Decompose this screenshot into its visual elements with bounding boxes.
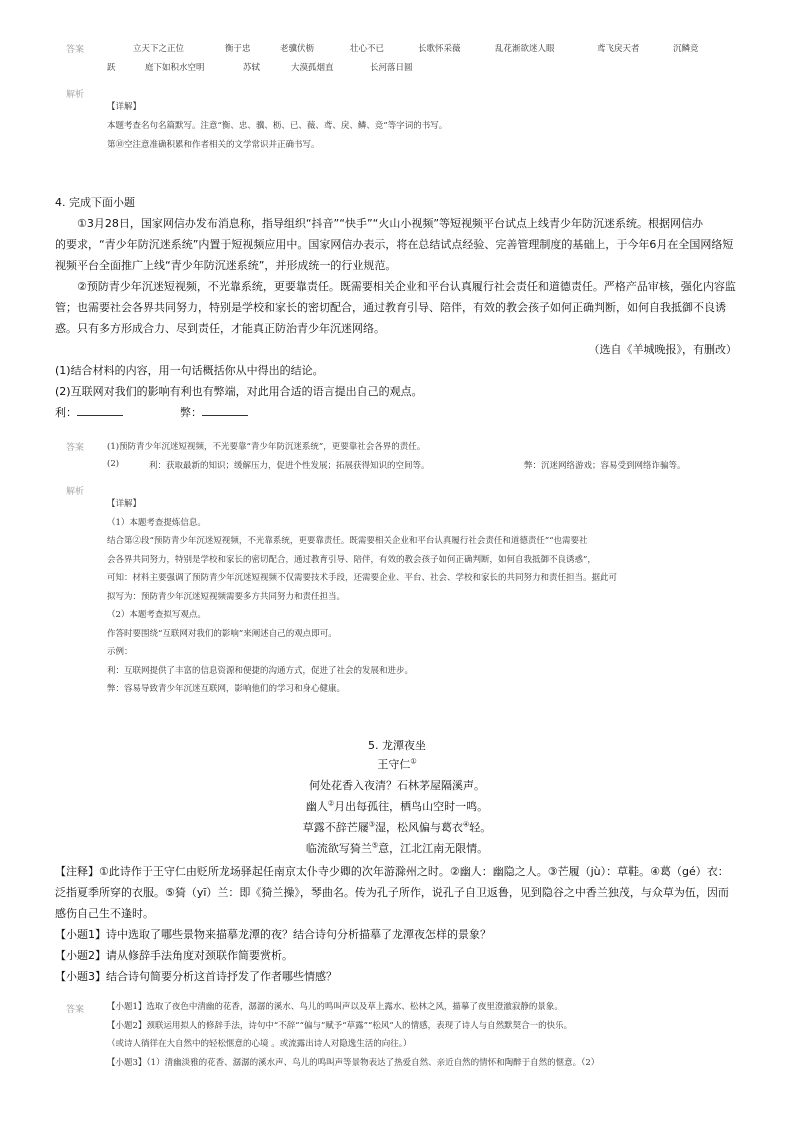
poem-author: 王守仁①	[377, 757, 417, 771]
question-4-sub-2: (2)互联网对我们的影响有利也有弊端，对此用合适的语言提出自己的观点。	[55, 385, 423, 398]
answer-label: 答案	[66, 45, 85, 55]
poem-line-3: 草露不辞芒屦③湿，松风偏与葛衣④轻。	[302, 820, 492, 834]
con-blank[interactable]	[202, 405, 248, 416]
answer-blank: 沉鳞竞	[673, 44, 699, 54]
question-4-analysis	[107, 495, 617, 699]
pro-blank[interactable]	[77, 405, 123, 416]
answer-line: 【小题2】颈联运用拟人的修辞手法，诗句中“不辞”“偏与”赋予“草露”“松风”人的情感，表现了诗人与自然默契合一的快乐。	[107, 1020, 573, 1031]
answer-blank: 长歌怀采薇	[418, 44, 461, 54]
note-line: 【注释】①此诗作于王守仁由贬所龙场驿起任南京太仆寺少卿的次年游滁州之时。②幽人：幽隐之人。③芒履（jù）：草鞋。④葛（gé）衣：	[55, 865, 729, 878]
analysis-line: 示例：	[107, 647, 133, 657]
material-line: ②预防青少年沉迷短视频，不光靠系统，更要靠责任。既需要相关企业和平台认真履行社会责任和道德责任。严格产品审核，强化内容监	[77, 280, 736, 293]
pro-con-blanks	[55, 402, 248, 423]
analysis-label: 解析	[66, 90, 85, 100]
analysis-line: 本题考查名句名篇默写。注意“衡、忠、骥、枥、已、薇、鸢、戾、鳞、竞”等字词的书写。	[107, 121, 448, 131]
note-mark: ⑤	[371, 841, 379, 850]
material-line: 管；也需要社会各界共同努力，特别是学校和家长的密切配合，通过教育引导、陪伴，有效的教会孩子如何正确判断，如何自我抵御不良诱	[55, 301, 726, 314]
question-4-title: 4. 完成下面小题	[55, 196, 135, 209]
material-line: 惑。只有多方形成合力、尽到责任，才能真正防治青少年沉迷网络。	[55, 322, 385, 335]
answer-pro: 利：获取最新的知识；缓解压力，促进个性发展；拓展获得知识的空间等。	[149, 461, 430, 471]
top-analysis	[107, 98, 447, 155]
answer-line: 【小题3】（1）清幽淡雅的花香、潺潺的溪水声、鸟儿的鸣叫声等景物表达了热爱自然、亲近自然的情怀和陶醉于自然的惬意。（2）	[107, 1057, 600, 1068]
poem-line-4: 临流欲写猗兰⑤意，江北江南无限情。	[305, 841, 489, 855]
answer-line: （或诗人徜徉在大自然中的轻松惬意的心境 。或流露出诗人对隐逸生活的向往。）	[107, 1039, 412, 1049]
note-line: 感伤自己生不逢时。	[55, 907, 154, 920]
analysis-line: 结合第②段“预防青少年沉迷短视频，不光靠系统，更要靠责任。既需要相关企业和平台认真履行社会责任和道德责任”“也需要社	[107, 536, 588, 546]
analysis-line: 会各界共同努力，特别是学校和家长的密切配合，通过教育引导、陪伴，有效的教会孩子如何正确判断，如何自我抵御不良诱惑”，	[107, 554, 596, 565]
answer-blank: 苏轼	[243, 63, 261, 73]
poem-title: 5. 龙潭夜坐	[368, 739, 426, 752]
poem-notes	[55, 861, 729, 924]
analysis-line: （2）本题考查拟写观点。	[107, 610, 206, 620]
answer-line-2-number: (2)	[107, 459, 120, 469]
answer-blank: 庭下如积水空明	[145, 63, 205, 73]
question-5-answer	[107, 998, 599, 1072]
pro-label: 利：	[55, 406, 77, 419]
analysis-line: （1）本题考查提炼信息。	[107, 517, 206, 528]
answer-con: 弊：沉迷网络游戏；容易受到网络诈骗等。	[524, 461, 686, 471]
answer-label: 答案	[66, 443, 85, 453]
analysis-line: 第⑩空注意准确积累和作者相关的文学常识并正确书写。	[107, 140, 320, 150]
material-line: 的要求，“青少年防沉迷系统”内置于短视频应用中。国家网信办表示，将在总结试点经验、完善管理制度的基础上，于今年6月在全国网络短	[55, 238, 734, 251]
material-line: ①3月28日，国家网信办发布消息称，指导组织“抖音”“快手”“火山小视频”等短视频平台试点上线青少年防沉迷系统。根据网信办	[77, 217, 704, 230]
con-label: 弊：	[180, 406, 202, 419]
question-5-sub-1: 【小题1】诗中选取了哪些景物来描摹龙潭的夜？结合诗句分析描摹了龙潭夜怎样的景象？	[55, 928, 491, 941]
question-4-material	[55, 213, 745, 339]
answer-blank: 立天下之正位	[133, 44, 185, 54]
analysis-line: 可知：材料主要强调了预防青少年沉迷短视频不仅需要技术手段，还需要企业、平台、社会、学校和家长的共同努力和责任担当。据此可	[107, 573, 618, 583]
analysis-line: 拟写为：预防青少年沉迷短视频需要多方共同努力和责任担当。	[107, 591, 346, 602]
analysis-label: 解析	[66, 487, 85, 497]
question-5-sub-3: 【小题3】结合诗句简要分析这首诗抒发了作者哪些情感？	[55, 970, 337, 983]
question-5-sub-2: 【小题2】请从修辞手法角度对颈联作简要赏析。	[55, 949, 293, 962]
analysis-line: 作答时要围绕“互联网对我们的影响”来阐述自己的观点即可。	[107, 628, 337, 639]
material-line: 视频平台全面推广上线“青少年防沉迷系统”，并形成统一的行业规范。	[55, 259, 397, 272]
answer-blank: 长河落日圆	[370, 63, 413, 73]
answer-blank: 老骥伏枥	[280, 44, 315, 54]
answer-blank: 乱花渐欲迷人眼	[495, 44, 555, 54]
answer-blank: 壮心不已	[350, 44, 385, 54]
note-mark: ④	[463, 820, 470, 829]
answer-blank: 衡于忠	[225, 44, 251, 54]
question-4-sub-1: (1)结合材料的内容，用一句话概括你从中得出的结论。	[55, 364, 324, 377]
note-mark: ③	[368, 820, 375, 829]
note-mark: ②	[327, 799, 335, 808]
answer-blank: 大漠孤烟直	[291, 63, 334, 73]
poem-line-1: 何处花香入夜清？石林茅屋隔溪声。	[309, 779, 485, 792]
poem-line-2: 幽人②月出每孤往，栖鸟山空时一鸣。	[305, 799, 489, 813]
answer-line-1: (1)预防青少年沉迷短视频，不光要靠“青少年防沉迷系统”，更要靠社会各界的责任。	[107, 442, 426, 452]
answer-blank: 跃	[107, 63, 116, 73]
answer-blank: 鸢飞戾天者	[597, 44, 640, 54]
answer-label: 答案	[66, 1005, 85, 1015]
analysis-line: 利：互联网提供了丰富的信息资源和便捷的沟通方式，促进了社会的发展和进步。	[107, 665, 414, 676]
answer-line: 【小题1】选取了夜色中清幽的花香，潺潺的溪水、鸟儿的鸣叫声以及草上露水、松林之风，描摹了夜里澄澈寂静的景象。	[107, 1002, 563, 1012]
note-mark: ①	[410, 757, 417, 766]
analysis-line: 【详解】	[107, 102, 142, 112]
analysis-line: 弊：容易导致青少年沉迷互联网，影响他们的学习和身心健康。	[107, 684, 346, 694]
analysis-line: 【详解】	[107, 499, 142, 509]
note-line: 泛指夏季所穿的衣服。⑤猗（yī）兰：即《猗兰操》，琴曲名。传为孔子所作，说孔子自卫返鲁，见到隐谷之中香兰独茂，与众草为伍，因而	[55, 886, 729, 899]
source-note: （选自《羊城晚报》，有删改）	[588, 343, 737, 356]
